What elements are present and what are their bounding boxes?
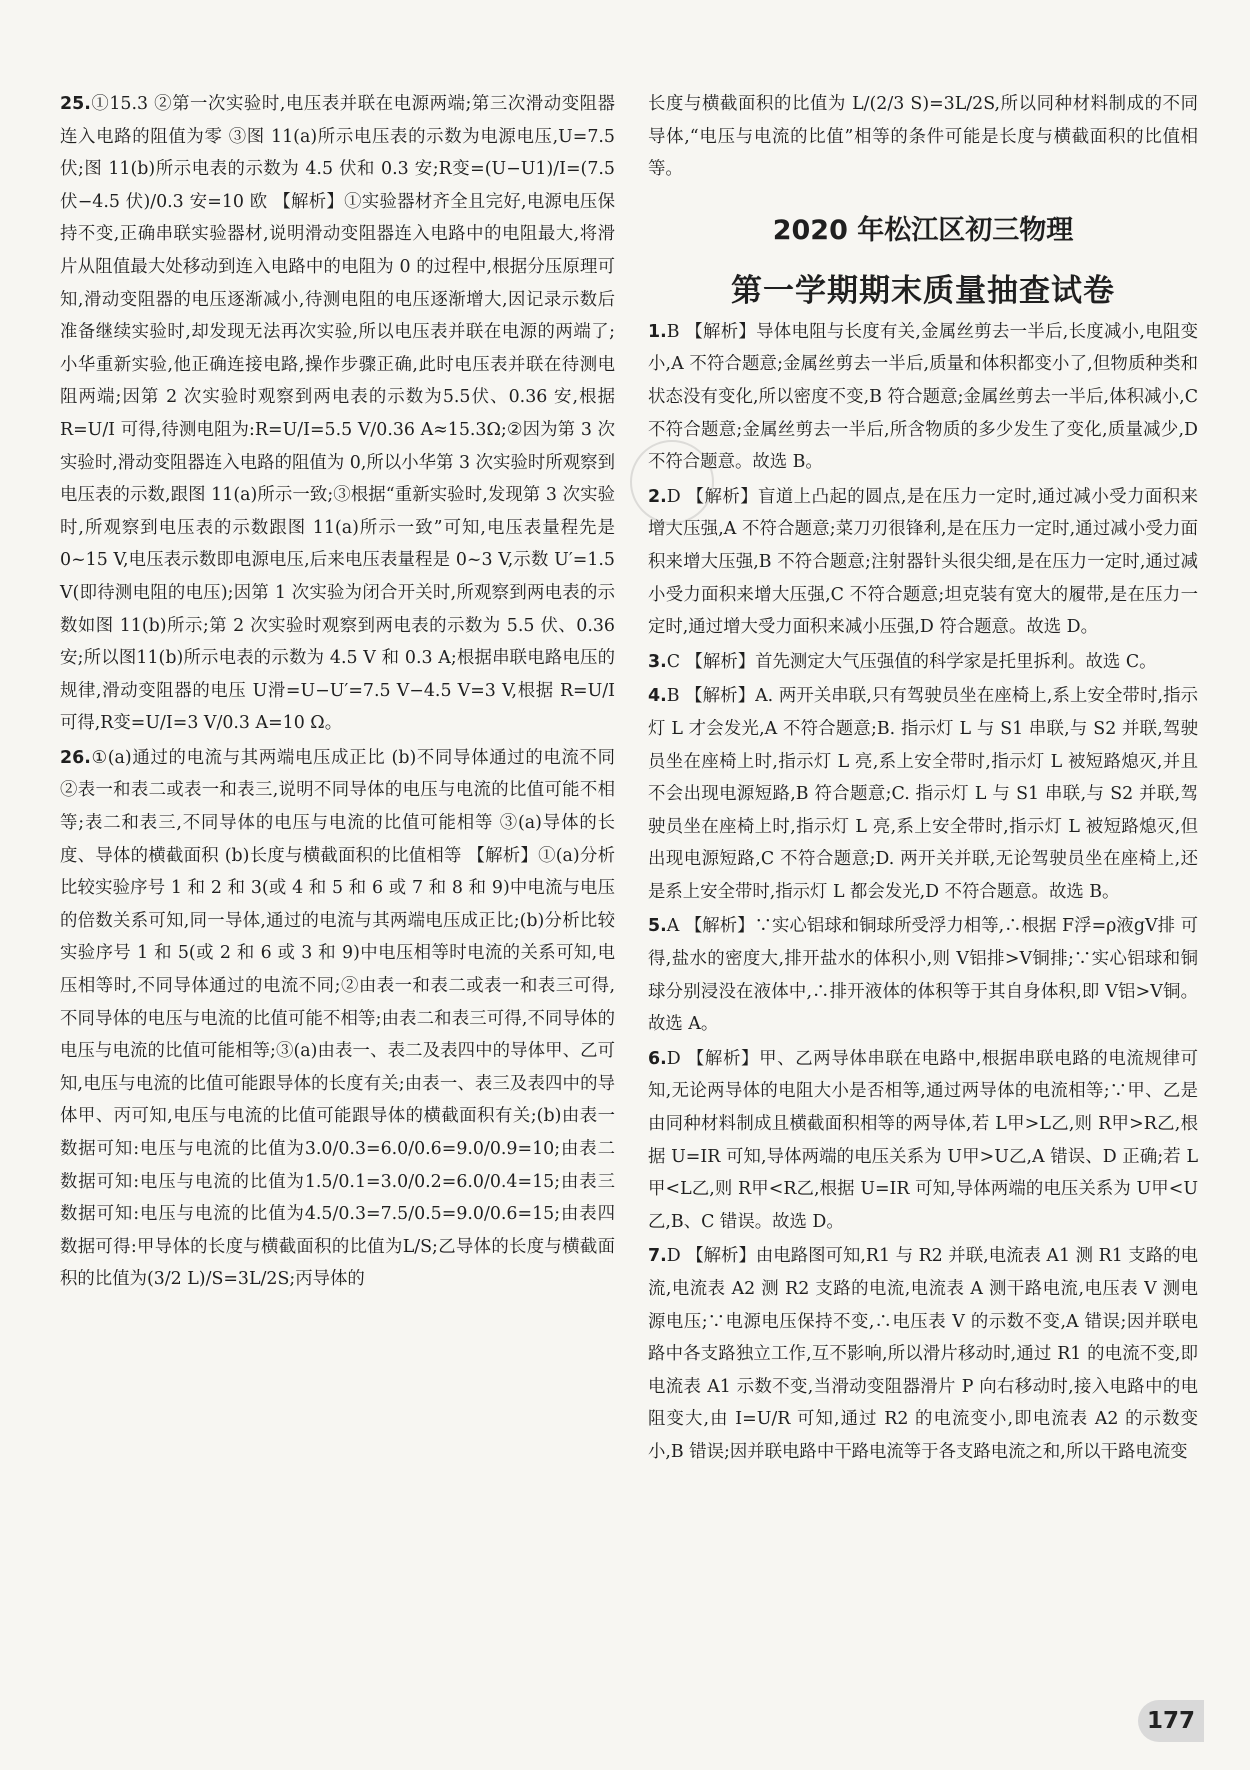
answer-number: 3. (648, 651, 667, 672)
left-column (60, 88, 615, 1298)
right-column (648, 88, 1198, 1471)
answer-5 (648, 910, 1198, 1040)
answer-text: D 【解析】由电路图可知,R1 与 R2 并联,电流表 A1 测 R1 支路的电流,电流表 A2 测 R2 支路的电流,电流表 A 测干路电流,电压表 V 测电源电压;∵电源电压保持不变,∴电压表 V 的示数不变,A 错误;因并联电路中各支路独立工作,互不影响,所以滑片移动时,通过 R1 的电流不变,即电流表 A1 示数不变,当滑动变阻器滑片 P 向右移动时,接入电路中的电阻变大,由 I=U/R 可知,通过 R2 的电流变小,即电流表 A2 的示数变小,B 错误;因并联电路中干路电流等于各支路电流之和,所以干路电流变 (648, 1246, 1198, 1462)
stamp-mark (630, 440, 714, 524)
answer-text: ①15.3 ②第一次实验时,电压表并联在电源两端;第三次滑动变阻器连入电路的阻值为零 ③图 11(a)所示电压表的示数为电源电压,U=7.5 伏;图 11(b)所示电表的示数为 4.5 伏和 0.3 安;R变=(U−U1)/I=(7.5 伏−4.5 伏)/0.3 安=10 欧 【解析】①实验器材齐全且完好,电源电压保持不变,正确串联实验器材,说明滑动变阻器连入电路中的电阻最大,将滑片从阻值最大处移动到连入电路中的电阻为 0 的过程中,根据分压原理可知,滑动变阻器的电压逐渐减小,待测电阻的电压逐渐增大,因记录示数后准备继续实验时,却发现无法再次实验,所以电压表并联在电源的两端了;小华重新实验,他正确连接电路,操作步骤正确,此时电压表并联在待测电阻两端;因第 2 次实验时观察到两电表的示数为5.5伏、0.36 安,根据 R=U/I 可得,待测电阻为:R=U/I=5.5 V/0.36 A≈15.3Ω;②因为第 3 次实验时,滑动变阻器连入电路的阻值为 0,所以小华第 3 次实验时所观察到电压表的示数,跟图 11(a)所示一致;③根据“重新实验时,发现第 3 次实验时,所观察到电压表的示数跟图 11(a)所示一致”可知,电压表量程先是 0~15 V,电压表示数即电源电压,后来电压表量程是 0~3 V,示数 U′=1.5 V(即待测电阻的电压);因第 1 次实验为闭合开关时,所观察到两电表的示数如图 11(b)所示;第 2 次实验时观察到两电表的示数为 5.5 伏、0.36 安;所以图11(b)所示电表的示数为 4.5 V 和 0.3 A;根据串联电路电压的规律,滑动变阻器的电压 U滑=U−U′=7.5 V−4.5 V=3 V,根据 R=U/I 可得,R变=U/I=3 V/0.3 A=10 Ω。 (60, 94, 615, 734)
answer-text: A 【解析】∵实心铝球和铜球所受浮力相等,∴根据 F浮=ρ液gV排 可得,盐水的密度大,排开盐水的体积小,则 V铝排>V铜排;∵实心铝球和铜球分别浸没在液体中,∴排开液体的体积等于其自身体积,即 V铝>V铜。故选 A。 (648, 916, 1198, 1035)
answer-26-continued: 长度与横截面积的比值为 L/(2/3 S)=3L/2S,所以同种材料制成的不同导体,“电压与电流的比值”相等的条件可能是长度与横截面积的比值相等。 (648, 94, 1198, 180)
answer-number: 25. (60, 94, 91, 114)
answer-3 (648, 646, 1198, 679)
page-number: 177 (1138, 1700, 1204, 1742)
answer-number: 6. (648, 1048, 667, 1069)
answer-26 (60, 742, 615, 1296)
answer-number: 4. (648, 686, 667, 707)
exam-title-line-2: 第一学期期末质量抽查试卷 (731, 272, 1115, 309)
answer-text: C 【解析】首先测定大气压强值的科学家是托里拆利。故选 C。 (666, 651, 1157, 672)
answer-number: 1. (648, 321, 667, 342)
answer-6 (648, 1043, 1198, 1239)
answer-number: 26. (60, 747, 91, 768)
answer-1 (648, 316, 1198, 479)
answer-number: 2. (648, 486, 667, 507)
answer-number: 7. (648, 1246, 667, 1267)
answer-text: B 【解析】A. 两开关串联,只有驾驶员坐在座椅上,系上安全带时,指示灯 L 才会发光,A 不符合题意;B. 指示灯 L 与 S1 串联,与 S2 并联,驾驶员坐在座椅上时,指示灯 L 亮,系上安全带时,指示灯 L 被短路熄灭,并且不会出现电源短路,B 符合题意;C. 指示灯 L 与 S1 串联,与 S2 并联,驾驶员坐在座椅上时,指示灯 L 亮,系上安全带时,指示灯 L 被短路熄灭,但出现电源短路,C 不符合题意;D. 两开关并联,无论驾驶员坐在座椅上,还是系上安全带时,指示灯 L 都会发光,D 不符合题意。故选 B。 (648, 686, 1198, 902)
answer-4 (648, 680, 1198, 908)
exam-title-line-1: 2020 年松江区初三物理 (772, 214, 1074, 246)
answer-2 (648, 481, 1198, 644)
answer-text: D 【解析】甲、乙两导体串联在电路中,根据串联电路的电流规律可知,无论两导体的电阻大小是否相等,通过两导体的电流相等;∵甲、乙是由同种材料制成且横截面积相等的两导体,若 L甲>L乙,则 R甲>R乙,根据 U=IR 可知,导体两端的电压关系为 U甲>U乙,A 错误、D 正确;若 L甲<L乙,则 R甲<R乙,根据 U=IR 可知,导体两端的电压关系为 U甲<U乙,B、C 错误。故选 D。 (648, 1048, 1198, 1232)
answer-25 (60, 88, 615, 740)
answer-text: D 【解析】盲道上凸起的圆点,是在压力一定时,通过减小受力面积来增大压强,A 不符合题意;菜刀刃很锋利,是在压力一定时,通过减小受力面积来增大压强,B 不符合题意;注射器针头很尖细,是在压力一定时,通过减小受力面积来增大压强,C 不符合题意;坦克装有宽大的履带,是在压力一定时,通过增大受力面积来减小压强,D 符合题意。故选 D。 (648, 486, 1198, 638)
answer-7 (648, 1240, 1198, 1468)
answer-text: B 【解析】导体电阻与长度有关,金属丝剪去一半后,长度减小,电阻变小,A 不符合题意;金属丝剪去一半后,质量和体积都变小了,但物质种类和状态没有变化,所以密度不变,B 符合题意;金属丝剪去一半后,体积减小,C 不符合题意;金属丝剪去一半后,所含物质的多少发生了变化,质量减少,D 不符合题意。故选 B。 (648, 321, 1198, 473)
answer-number: 5. (648, 916, 667, 937)
answer-text: ①(a)通过的电流与其两端电压成正比 (b)不同导体通过的电流不同 ②表一和表二或表一和表三,说明不同导体的电压与电流的比值可能不相等;表二和表三,不同导体的电压与电流的比值可能相等 ③(a)导体的长度、导体的横截面积 (b)长度与横截面积的比值相等 【解析】①(a)分析比较实验序号 1 和 2 和 3(或 4 和 5 和 6 或 7 和 8 和 9)中电流与电压的倍数关系可知,同一导体,通过的电流与其两端电压成正比;(b)分析比较实验序号 1 和 5(或 2 和 6 或 3 和 9)中电压相等时电流的关系可知,电压相等时,不同导体通过的电流不同;②由表一和表二或表一和表三可得,不同导体的电压与电流的比值可能不相等;由表二和表三可得,不同导体的电压与电流的比值可能相等;③(a)由表一、表二及表四中的导体甲、乙可知,电压与电流的比值可能跟导体的长度有关;由表一、表三及表四中的导体甲、丙可知,电压与电流的比值可能跟导体的横截面积有关;(b)由表一数据可知:电压与电流的比值为3.0/0.3=6.0/0.6=9.0/0.9=10;由表二数据可知:电压与电流的比值为1.5/0.1=3.0/0.2=6.0/0.4=15;由表三数据可知:电压与电流的比值为4.5/0.3=7.5/0.5=9.0/0.6=15;由表四数据可得:甲导体的长度与横截面积的比值为L/S;乙导体的长度与横截面积的比值为(3/2 L)/S=3L/2S;丙导体的 (60, 747, 615, 1290)
